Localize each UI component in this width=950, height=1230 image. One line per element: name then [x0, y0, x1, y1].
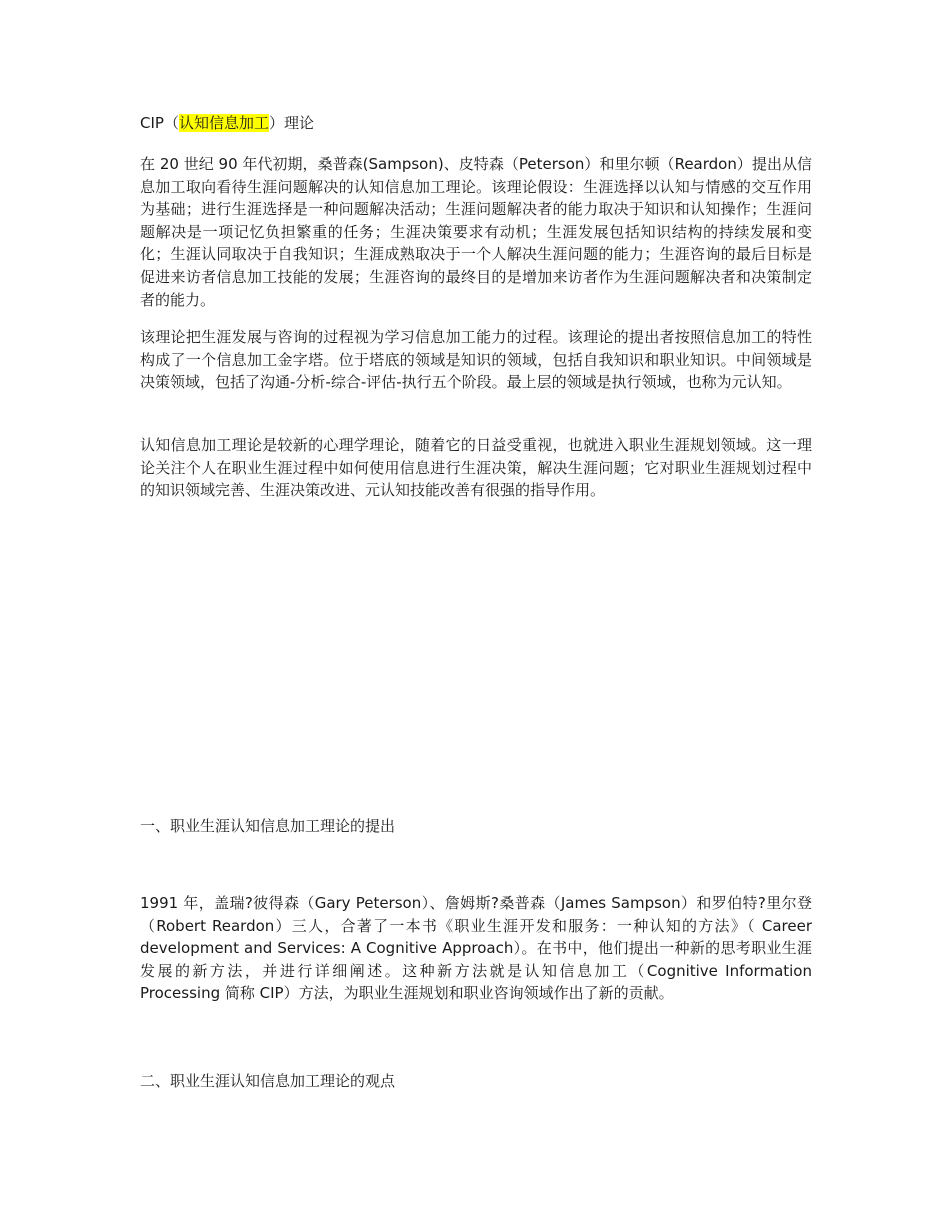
- document-title: [140, 112, 812, 135]
- paragraph-origin: 1991 年，盖瑞?彼得森（Gary Peterson）、詹姆斯?桑普森（James Sampson）和罗伯特?里尔登（Robert Reardon）三人，合著了一本书《职业生涯开发和服务：一种认知的方法》（ Career development and Services: A Cognitive Approach）。在书中，他们提出一种新的思考职业生涯发展的新方法，并进行详细阐述。这种新方法就是认知信息加工（Cognitive Information Processing 简称 CIP）方法，为职业生涯规划和职业咨询领域作出了新的贡献。: [140, 894, 812, 1003]
- paragraph-theory-intro: 在 20 世纪 90 年代初期，桑普森(Sampson)、皮特森（Peterson）和里尔顿（Reardon）提出从信息加工取向看待生涯问题解决的认知信息加工理论。该理论假设：生涯选择以认知与情感的交互作用为基础；进行生涯选择是一种问题解决活动；生涯问题解决者的能力取决于知识和认知操作；生涯问题解决是一项记忆负担繁重的任务；生涯决策要求有动机；生涯发展包括知识结构的持续发展和变化；生涯认同取决于自我知识；生涯成熟取决于一个人解决生涯问题的能力；生涯咨询的最后目标是促进来访者信息加工技能的发展；生涯咨询的最终目的是增加来访者作为生涯问题解决者和决策制定者的能力。: [140, 155, 812, 309]
- title-highlighted-term: 认知信息加工: [178, 114, 269, 132]
- section-heading-viewpoints: 二、职业生涯认知信息加工理论的观点: [140, 1072, 396, 1090]
- paragraph-significance: 认知信息加工理论是较新的心理学理论，随着它的日益受重视，也就进入职业生涯规划领域。这一理论关注个人在职业生涯过程中如何使用信息进行生涯决策，解决生涯问题；它对职业生涯规划过程中的知识领域完善、生涯决策改进、元认知技能改善有很强的指导作用。: [140, 436, 812, 500]
- section-heading-origin: 一、职业生涯认知信息加工理论的提出: [140, 817, 396, 835]
- paragraph-pyramid: 该理论把生涯发展与咨询的过程视为学习信息加工能力的过程。该理论的提出者按照信息加工的特性构成了一个信息加工金字塔。位于塔底的领域是知识的领域，包括自我知识和职业知识。中间领域是决策领域，包括了沟通-分析-综合-评估-执行五个阶段。最上层的领域是执行领域，也称为元认知。: [140, 328, 812, 392]
- title-prefix: CIP（: [140, 114, 179, 132]
- title-suffix: ）理论: [268, 114, 314, 132]
